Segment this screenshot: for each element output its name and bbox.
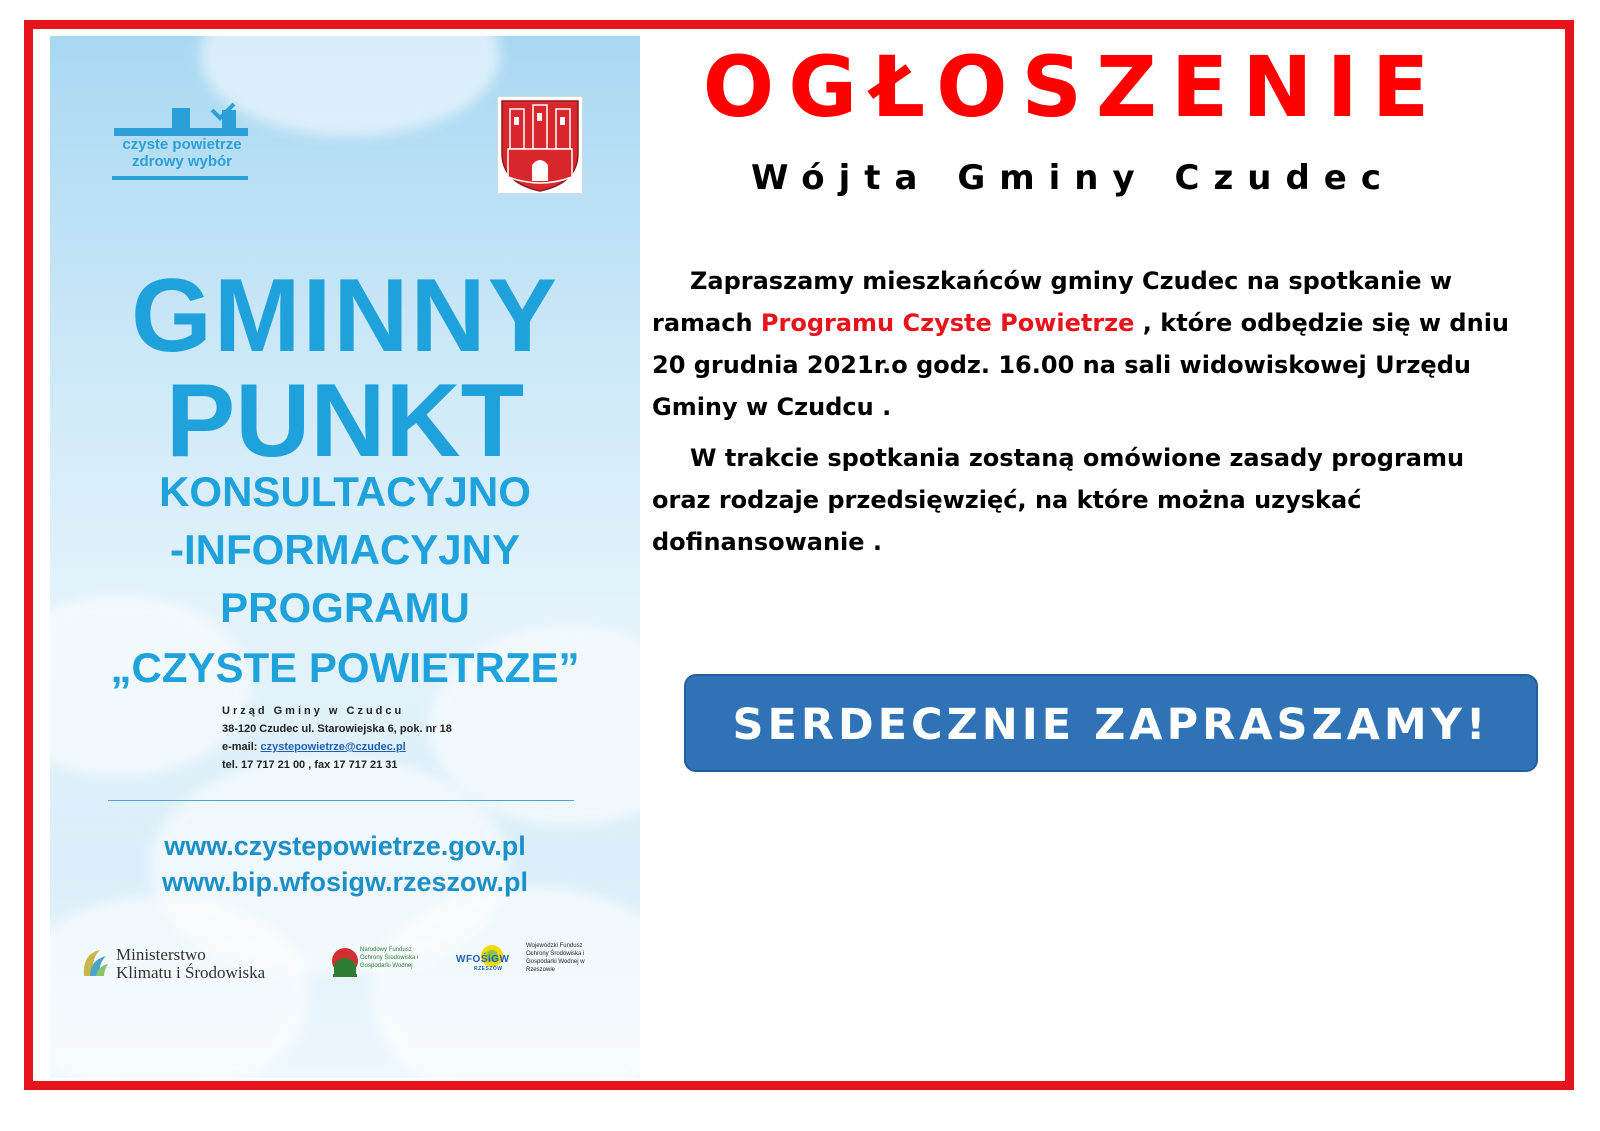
announcement-body [652,260,1512,572]
street-address: 38-120 Czudec ul. Starowiejska 6, pok. nr 18 [222,723,452,735]
email-link[interactable]: czystepowietrze@czudec.pl [260,741,406,753]
logo-underline [112,176,248,180]
ministry-logo-icon [80,946,110,980]
paragraph-2: W trakcie spotkania zostaną omówione zasady programu oraz rodzaje przedsięwzięć, na które można uzyskać dofinansowanie . [652,444,1465,556]
logo-text [112,136,252,170]
email-line [222,738,452,756]
announcement-headline: OGŁOSZENIE [702,38,1444,136]
office-name: Urząd Gminy w Czudcu [222,705,405,717]
office-address [222,702,452,774]
logo-line-1: czyste powietrze [122,136,242,153]
poster-subtitle-line-1: KONSULTACYJNO [159,468,531,515]
ministry-line-1: Ministerstwo [116,945,206,964]
coat-of-arms [497,96,583,194]
coat-of-arms-icon [498,97,582,193]
p1-text-after: , które odbędzie się w dniu 20 grudnia 2021r.o godz. 16.00 na sali widowiskowej Urzędu Gminy w Czudcu . [652,309,1510,421]
logo-line-2: zdrowy wybór [131,153,232,170]
wfosigw-logo-text: WFOŚiGW [456,954,510,965]
poster-subtitle-line-3: PROGRAMU [220,584,470,631]
ministry-line-2: Klimatu i Środowiska [116,963,266,982]
nfosigw-name: Narodowy Fundusz Ochrony Środowiska i Gospodarki Wodnej [360,947,419,969]
poster [50,36,640,1078]
divider [108,800,574,801]
url-czystepowietrze[interactable]: www.czystepowietrze.gov.pl [164,831,526,861]
poster-subtitle-line-2: -INFORMACYJNY [169,526,520,573]
p1-text-before: Zapraszamy mieszkańców gminy Czudec na spotkanie w ramach [652,267,1453,337]
program-name-highlight: Programu Czyste Powietrze [760,309,1135,337]
nfosigw-logo-icon [330,946,360,980]
url-wfosigw[interactable]: www.bip.wfosigw.rzeszow.pl [161,867,529,897]
poster-title-line-2: PUNKT [165,363,525,479]
phone-line: tel. 17 717 21 00 , fax 17 717 21 31 [222,759,398,771]
sponsor-logos [50,936,640,996]
wfosigw-name: Wojewódzki Fundusz Ochrony Środowiska i Gospodarki Wodnej w Rzeszowie [526,943,585,973]
announcement-subheadline: Wójta Gminy Czudec [750,158,1396,198]
poster-title-line-1: GMINNY [131,258,559,374]
email-label: e-mail: [222,741,261,753]
wfosigw-logo-sub: RZESZÓW [474,966,503,972]
invitation-banner: SERDECZNIE ZAPRASZAMY! [684,674,1538,772]
ministry-name [116,946,265,982]
paragraph-1 [652,260,1512,428]
poster-subtitle-line-4: „CZYSTE POWIETRZE” [110,644,580,691]
